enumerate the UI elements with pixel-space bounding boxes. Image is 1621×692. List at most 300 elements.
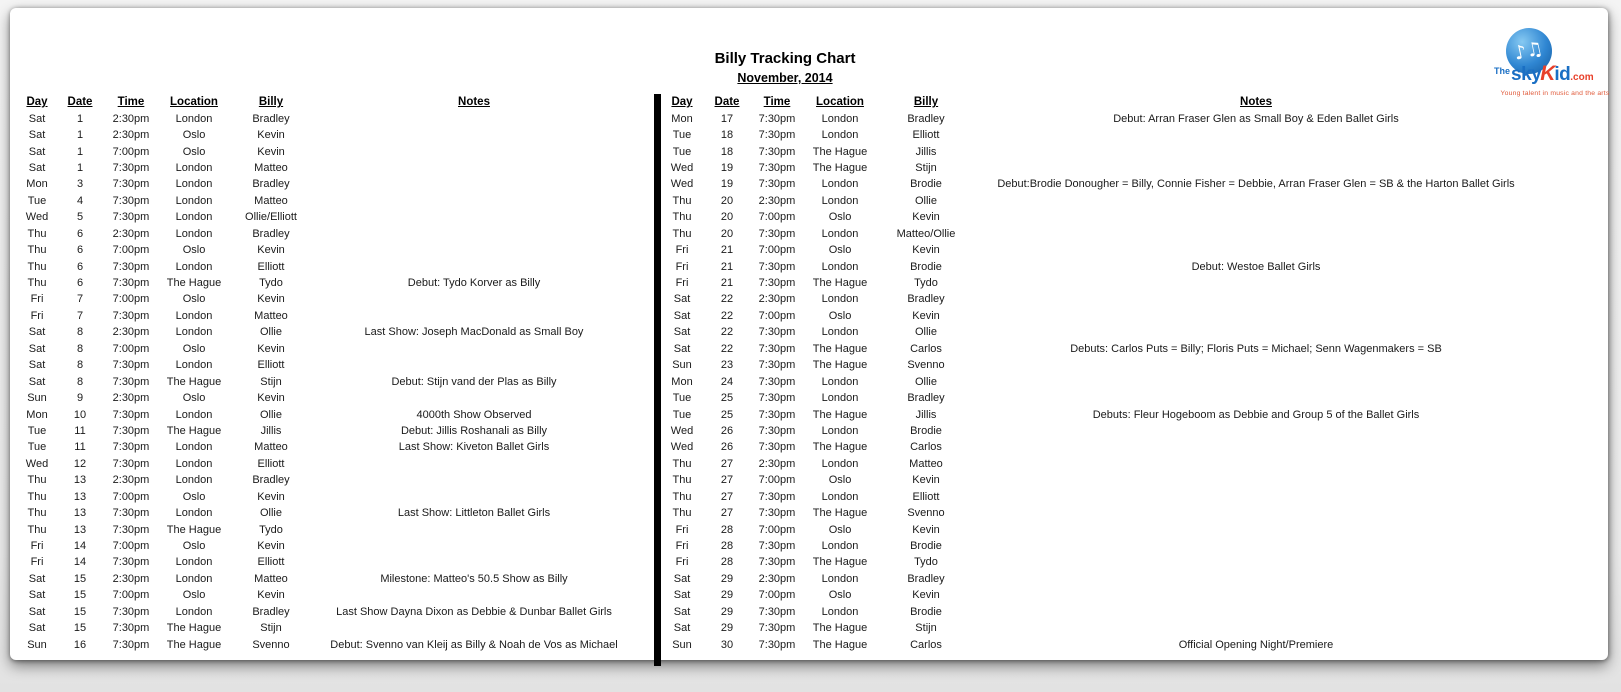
cell-date: 22 [720,326,734,339]
show-row [18,456,636,472]
cell-day: Sat [673,622,691,635]
column-header-date: Date [714,96,740,109]
cell-time: 2:30pm [112,474,150,487]
cell-billy: Jillis [260,424,282,437]
cell-day: Thu [27,227,47,240]
cell-notes: Debut: Tydo Korver as Billy [407,277,541,290]
cell-billy: Matteo [254,161,288,174]
cell-time: 7:00pm [758,244,796,257]
cell-date: 28 [720,556,734,569]
cell-location: The Hague [166,277,222,290]
show-row [18,226,636,242]
show-row [18,604,636,620]
cell-location: London [175,309,213,322]
show-row [18,636,636,652]
cell-location: Oslo [182,342,206,355]
cell-billy: Ollie [259,408,282,421]
cell-time: 7:30pm [758,605,796,618]
cell-time: 7:00pm [112,293,150,306]
cell-time: 7:00pm [758,474,796,487]
cell-billy: Elliott [912,129,940,142]
column-header-location: Location [170,96,218,109]
cell-billy: Brodie [910,424,942,437]
show-row [660,308,1536,324]
logo-sky: sky [1511,64,1542,85]
cell-day: Sat [28,112,46,125]
show-row [18,489,636,505]
cell-location: London [821,260,859,273]
cell-day: Tue [672,392,692,405]
show-row [660,538,1536,554]
cell-billy: Matteo [254,572,288,585]
show-row [660,456,1536,472]
cell-location: Oslo [828,474,852,487]
cell-date: 29 [720,589,734,602]
cell-location: Oslo [828,523,852,536]
show-row [660,160,1536,176]
cell-day: Sat [673,293,691,306]
logo-kid-k: K [1540,62,1556,85]
show-row [18,357,636,373]
cell-billy: Stijn [915,161,937,174]
cell-location: London [821,112,859,125]
cell-date: 15 [73,605,87,618]
cell-location: London [175,112,213,125]
show-row [660,554,1536,570]
cell-notes: Debuts: Fleur Hogeboom as Debbie and Group 5 of the Ballet Girls [1092,408,1420,421]
logo-com: .com [1570,72,1594,83]
cell-billy: Bradley [907,572,945,585]
cell-date: 28 [720,523,734,536]
cell-time: 7:30pm [112,605,150,618]
cell-date: 9 [76,392,84,405]
cell-date: 21 [720,260,734,273]
header-row [660,94,1536,110]
cell-billy: Elliott [257,260,285,273]
cell-billy: Bradley [252,474,290,487]
cell-day: Sat [28,375,46,388]
cell-location: London [821,490,859,503]
cell-location: The Hague [812,441,868,454]
cell-billy: Kevin [257,129,285,142]
cell-billy: Carlos [910,342,942,355]
cell-billy: Kevin [257,490,285,503]
cell-time: 7:30pm [758,129,796,142]
cell-time: 2:30pm [112,112,150,125]
cell-time: 7:00pm [758,523,796,536]
cell-time: 7:30pm [758,507,796,520]
cell-location: London [821,375,859,388]
cell-date: 27 [720,457,734,470]
cell-billy: Bradley [252,227,290,240]
show-row [18,275,636,291]
show-row [18,341,636,357]
cell-day: Sun [27,638,47,651]
show-row [18,160,636,176]
show-row [660,258,1536,274]
cell-day: Fri [675,523,689,536]
cell-time: 7:30pm [758,260,796,273]
cell-location: London [175,326,213,339]
cell-billy: Kevin [257,244,285,257]
cell-date: 11 [74,424,86,437]
show-row [660,143,1536,159]
cell-billy: Bradley [907,112,945,125]
cell-date: 1 [76,145,84,158]
show-row [18,587,636,603]
cell-billy: Svenno [907,507,945,520]
cell-notes: Last Show: Littleton Ballet Girls [397,507,551,520]
cell-notes: Debut: Jillis Roshanali as Billy [400,424,548,437]
show-row [660,373,1536,389]
cell-date: 28 [720,540,734,553]
cell-billy: Svenno [907,359,945,372]
cell-date: 8 [76,326,84,339]
cell-time: 7:30pm [112,277,150,290]
show-row [18,176,636,192]
cell-location: The Hague [812,638,868,651]
cell-time: 2:30pm [758,293,796,306]
show-row [18,620,636,636]
cell-day: Wed [25,457,49,470]
show-row [18,406,636,422]
cell-date: 12 [73,457,87,470]
cell-day: Thu [672,490,692,503]
cell-location: Oslo [182,589,206,602]
cell-date: 1 [76,129,84,142]
cell-location: London [175,359,213,372]
show-row [660,521,1536,537]
cell-billy: Ollie/Elliott [245,211,297,224]
show-row [18,390,636,406]
cell-location: London [821,540,859,553]
cell-billy: Ollie [914,375,937,388]
page-subtitle: November, 2014 [737,71,833,85]
cell-billy: Stijn [915,622,937,635]
cell-date: 22 [720,309,734,322]
cell-billy: Stijn [260,622,282,635]
cell-date: 20 [720,227,734,240]
cell-billy: Bradley [252,605,290,618]
cell-time: 7:30pm [758,424,796,437]
cell-time: 7:00pm [112,589,150,602]
show-row [660,505,1536,521]
cell-billy: Tydo [914,277,938,290]
cell-day: Fri [675,277,689,290]
cell-time: 2:30pm [112,326,150,339]
cell-location: London [821,227,859,240]
cell-billy: Brodie [910,540,942,553]
show-row [18,554,636,570]
cell-time: 7:00pm [758,589,796,602]
cell-date: 18 [720,145,734,158]
cell-time: 7:30pm [112,622,150,635]
cell-location: London [821,293,859,306]
cell-day: Thu [27,490,47,503]
cell-billy: Elliott [257,457,285,470]
cell-day: Sat [673,342,691,355]
cell-time: 7:30pm [758,638,796,651]
cell-notes: Last Show: Kiveton Ballet Girls [398,441,550,454]
show-row [660,604,1536,620]
cell-day: Sat [28,622,46,635]
cell-date: 26 [720,441,734,454]
cell-location: London [821,572,859,585]
cell-location: London [175,474,213,487]
show-row [660,127,1536,143]
column-header-billy: Billy [258,96,284,109]
cell-day: Sat [28,129,46,142]
cell-date: 27 [720,474,734,487]
cell-date: 1 [76,112,84,125]
cell-date: 21 [720,277,734,290]
cell-location: London [175,556,213,569]
cell-time: 7:30pm [112,424,150,437]
cell-billy: Matteo/Ollie [896,227,956,240]
cell-location: Oslo [828,244,852,257]
cell-billy: Tydo [914,556,938,569]
cell-location: London [821,178,859,191]
cell-time: 7:00pm [112,490,150,503]
column-header-date: Date [67,96,93,109]
show-row [660,324,1536,340]
cell-date: 16 [73,638,87,651]
cell-billy: Brodie [910,605,942,618]
logo-the: The [1494,66,1511,76]
show-row [18,324,636,340]
cell-time: 7:30pm [112,359,150,372]
show-row [660,620,1536,636]
show-row [660,291,1536,307]
cell-date: 15 [73,622,87,635]
cell-day: Fri [30,309,44,322]
cell-time: 7:30pm [758,359,796,372]
cell-day: Tue [672,129,692,142]
cell-notes: Last Show Dayna Dixon as Debbie & Dunbar Ballet Girls [336,605,612,618]
cell-location: Oslo [828,211,852,224]
cell-time: 7:30pm [758,375,796,388]
cell-day: Thu [672,211,692,224]
cell-date: 29 [720,572,734,585]
cell-date: 10 [73,408,87,421]
cell-date: 22 [720,293,734,306]
show-row [660,489,1536,505]
cell-day: Wed [670,161,694,174]
cell-date: 7 [76,293,84,306]
cell-time: 7:30pm [758,326,796,339]
cell-location: London [175,572,213,585]
cell-location: The Hague [812,161,868,174]
cell-location: Oslo [182,540,206,553]
cell-billy: Kevin [912,589,940,602]
cell-location: Oslo [182,129,206,142]
cell-date: 8 [76,375,84,388]
show-row [18,110,636,126]
cell-date: 14 [73,540,87,553]
cell-day: Sat [673,326,691,339]
column-header-location: Location [816,96,864,109]
cell-day: Tue [672,408,692,421]
cell-billy: Jillis [915,145,937,158]
cell-day: Thu [27,260,47,273]
cell-time: 7:30pm [112,194,150,207]
cell-day: Sat [673,309,691,322]
show-row [660,193,1536,209]
cell-billy: Kevin [912,474,940,487]
cell-billy: Matteo [909,457,943,470]
cell-date: 25 [720,392,734,405]
cell-location: Oslo [828,309,852,322]
cell-billy: Kevin [257,145,285,158]
cell-day: Tue [27,441,47,454]
show-row [660,571,1536,587]
cell-location: Oslo [182,293,206,306]
cell-billy: Kevin [257,293,285,306]
cell-billy: Matteo [254,194,288,207]
cell-location: London [821,457,859,470]
show-row [18,439,636,455]
cell-time: 7:30pm [112,161,150,174]
cell-day: Tue [672,145,692,158]
cell-time: 7:30pm [758,178,796,191]
cell-location: Oslo [182,244,206,257]
cell-day: Sat [28,572,46,585]
cell-day: Sat [673,605,691,618]
cell-time: 2:30pm [758,572,796,585]
cell-time: 7:30pm [112,556,150,569]
cell-location: The Hague [812,622,868,635]
show-row [660,587,1536,603]
cell-billy: Kevin [912,523,940,536]
cell-billy: Tydo [259,523,283,536]
cell-time: 2:30pm [112,129,150,142]
cell-day: Sun [672,638,692,651]
cell-location: London [175,211,213,224]
cell-billy: Kevin [912,211,940,224]
cell-date: 7 [76,309,84,322]
cell-location: The Hague [812,277,868,290]
cell-day: Fri [675,244,689,257]
show-row [18,423,636,439]
cell-location: The Hague [166,622,222,635]
cell-time: 7:30pm [758,490,796,503]
cell-day: Sat [28,326,46,339]
cell-time: 7:30pm [758,441,796,454]
cell-day: Thu [672,507,692,520]
cell-time: 7:30pm [758,277,796,290]
cell-day: Sat [28,359,46,372]
column-header-notes: Notes [1240,96,1272,109]
cell-day: Fri [675,260,689,273]
cell-date: 6 [76,260,84,273]
column-header-time: Time [117,96,145,109]
show-row [18,291,636,307]
cell-notes: Debut: Svenno van Kleij as Billy & Noah de Vos as Michael [330,638,618,651]
cell-day: Thu [672,227,692,240]
cell-day: Fri [30,556,44,569]
cell-time: 7:30pm [758,622,796,635]
cell-date: 15 [73,572,87,585]
cell-day: Thu [27,507,47,520]
cell-day: Fri [30,293,44,306]
cell-date: 22 [720,342,734,355]
show-row [18,373,636,389]
cell-time: 2:30pm [112,392,150,405]
cell-location: Oslo [182,392,206,405]
cell-time: 7:30pm [758,227,796,240]
cell-billy: Kevin [257,589,285,602]
cell-time: 7:30pm [112,408,150,421]
cell-date: 25 [720,408,734,421]
cell-time: 7:00pm [758,309,796,322]
show-row [660,341,1536,357]
cell-location: The Hague [166,424,222,437]
cell-day: Wed [670,178,694,191]
cell-billy: Bradley [252,178,290,191]
column-header-day: Day [671,96,693,109]
show-row [660,406,1536,422]
cell-location: The Hague [812,359,868,372]
cell-location: London [175,605,213,618]
cell-location: The Hague [166,375,222,388]
show-row [660,357,1536,373]
cell-time: 2:30pm [758,194,796,207]
cell-location: London [175,408,213,421]
schedule-table-second-half [660,94,1536,653]
show-row [660,636,1536,652]
cell-time: 7:30pm [112,441,150,454]
cell-time: 7:00pm [112,244,150,257]
cell-date: 30 [720,638,734,651]
show-row [18,505,636,521]
column-header-notes: Notes [458,96,490,109]
cell-date: 6 [76,277,84,290]
cell-billy: Carlos [910,638,942,651]
cell-date: 13 [73,474,87,487]
cell-billy: Kevin [257,342,285,355]
cell-billy: Ollie [914,326,937,339]
document-page [10,8,1608,660]
cell-billy: Ollie [914,194,937,207]
page-title: Billy Tracking Chart [714,50,856,67]
show-row [660,390,1536,406]
cell-billy: Jillis [915,408,937,421]
cell-notes: 4000th Show Observed [416,408,532,421]
cell-date: 17 [720,112,734,125]
show-row [18,258,636,274]
cell-date: 3 [76,178,84,191]
cell-location: Oslo [828,589,852,602]
cell-time: 2:30pm [112,227,150,240]
cell-billy: Ollie [259,507,282,520]
cell-time: 7:30pm [112,309,150,322]
cell-date: 13 [73,507,87,520]
cell-time: 7:30pm [758,556,796,569]
cell-date: 15 [73,589,87,602]
cell-day: Thu [27,277,47,290]
cell-date: 27 [720,490,734,503]
show-row [660,110,1536,126]
cell-date: 14 [73,556,87,569]
show-row [18,242,636,258]
cell-date: 6 [76,244,84,257]
cell-location: Oslo [182,145,206,158]
show-row [660,242,1536,258]
title-block [10,50,1560,85]
cell-date: 21 [720,244,734,257]
column-header-day: Day [26,96,48,109]
cell-day: Mon [671,375,693,388]
